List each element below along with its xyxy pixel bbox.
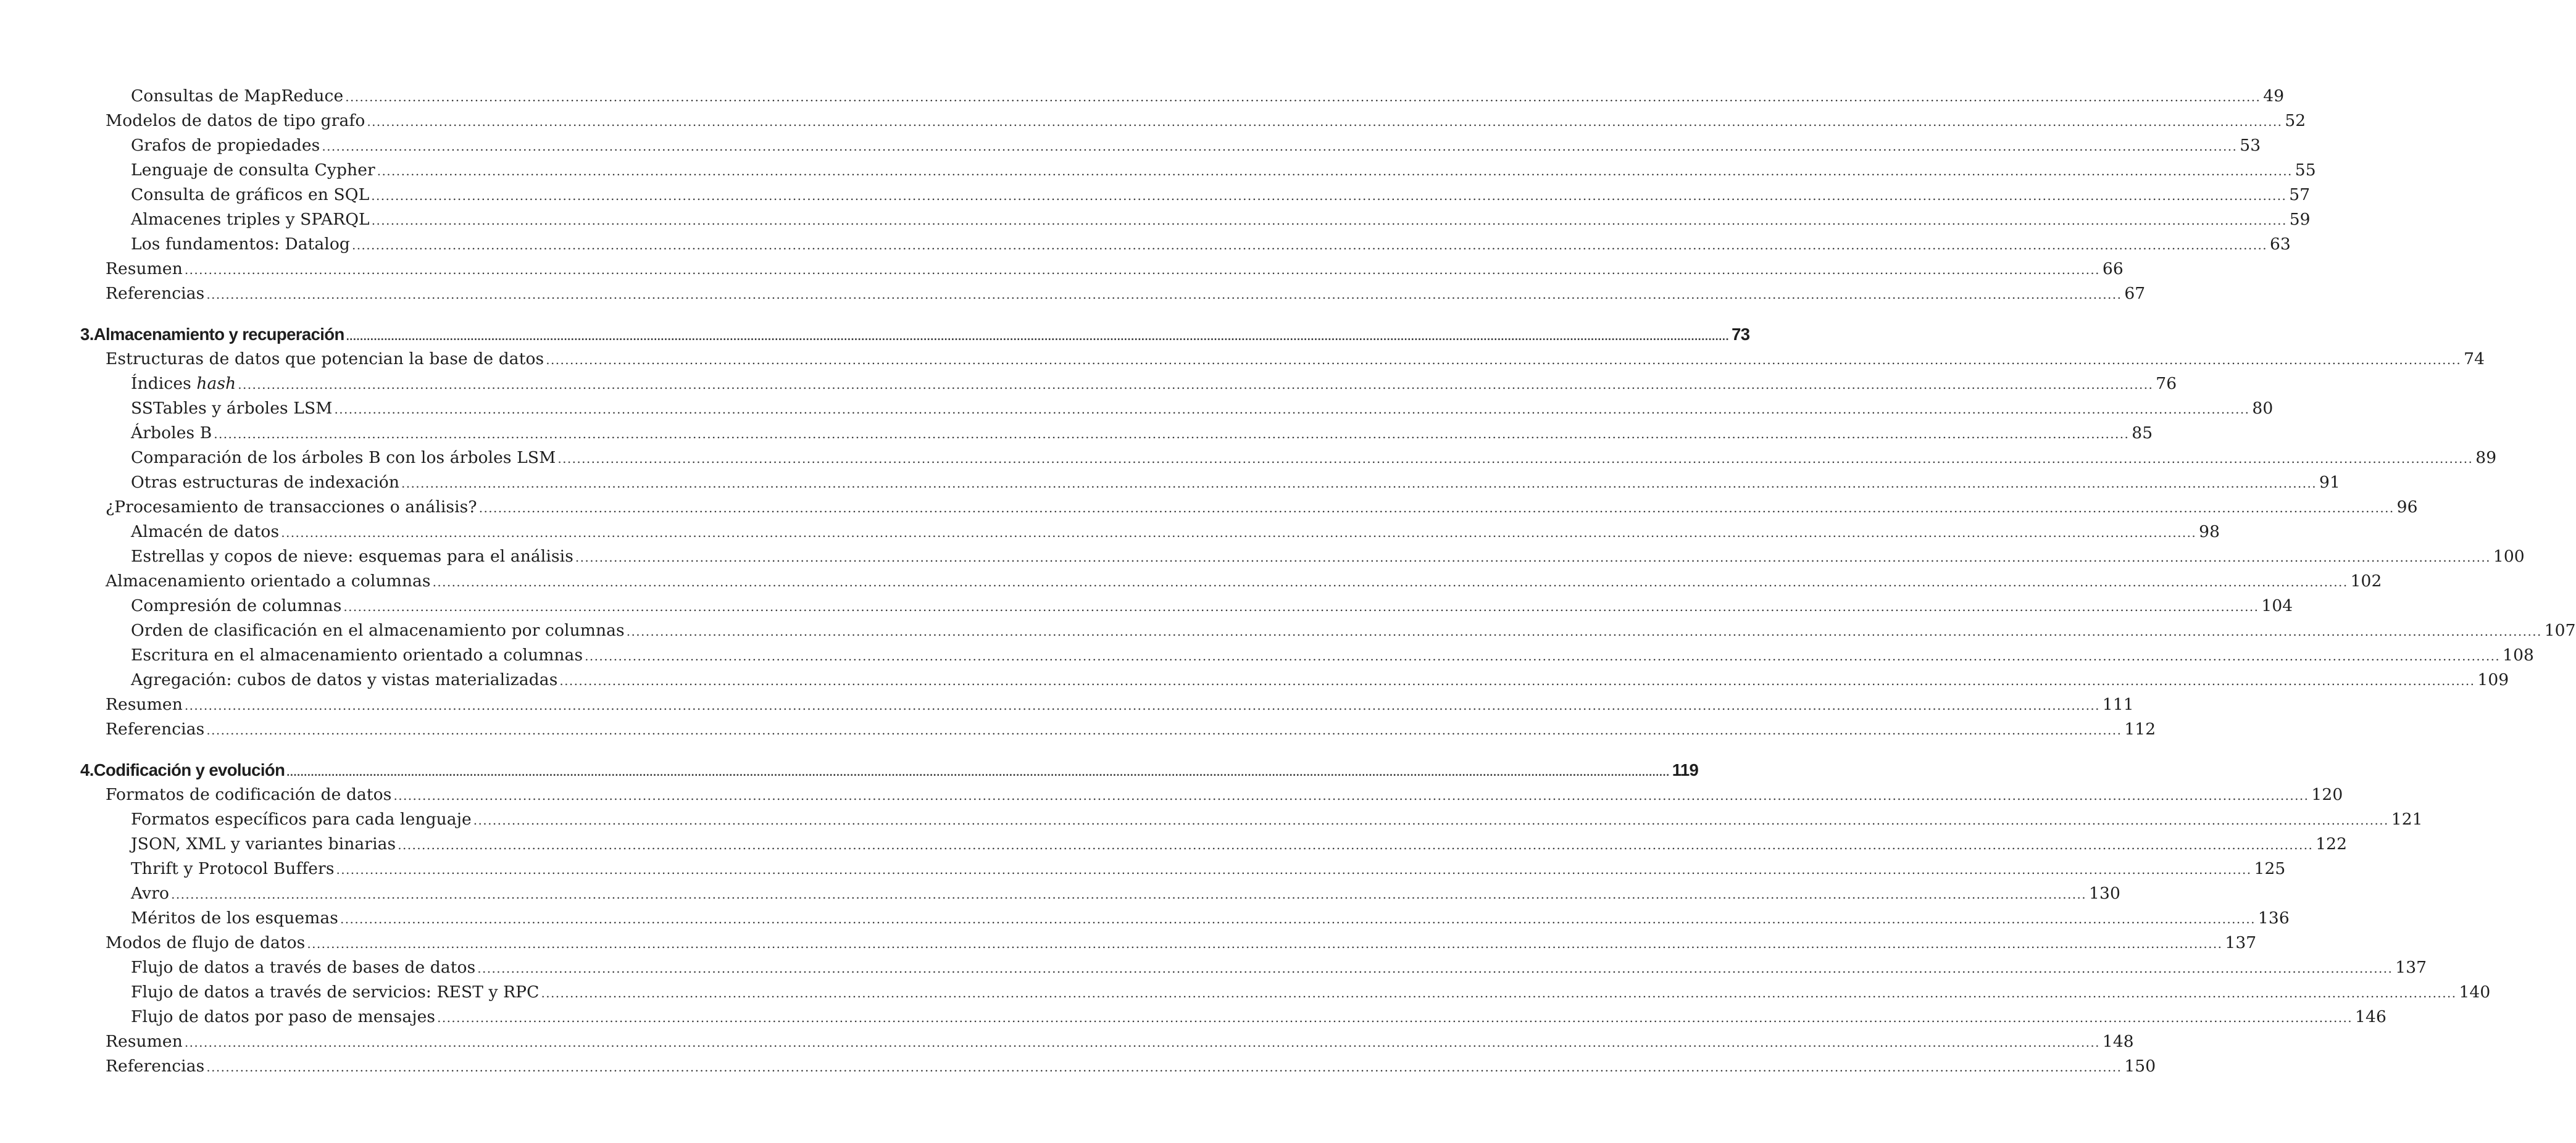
toc-entry-title xyxy=(131,646,583,665)
toc-entry[interactable] xyxy=(131,908,2290,933)
toc-entry[interactable] xyxy=(106,720,2156,744)
dot-leader: ................................................................................................................................................................................................................................................................................................................................................................................................................ xyxy=(557,451,2474,466)
toc-page-number: 125 xyxy=(2254,859,2286,878)
toc-entry-title xyxy=(106,720,204,739)
toc-page-number: 107 xyxy=(2544,621,2576,640)
toc-entry-title-text: Almacenamiento orientado a columnas xyxy=(106,572,431,591)
toc-entry-title xyxy=(131,160,375,180)
toc-entry-title-text: Comparación de los árboles B con los árboles LSM xyxy=(131,448,556,467)
dot-leader: ................................................................................................................................................................................................................................................................................................................................................................................................................ xyxy=(322,139,2238,154)
toc-entry[interactable] xyxy=(131,136,2261,160)
toc-page-number: 73 xyxy=(1732,325,1750,344)
toc-entry[interactable] xyxy=(131,448,2497,473)
toc-entry-title-text: Estrellas y copos de nieve: esquemas para el análisis xyxy=(131,547,573,566)
toc-page-number: 120 xyxy=(2311,785,2343,804)
toc-entry[interactable] xyxy=(131,160,2316,185)
toc-entry-title-text: Referencias xyxy=(106,284,205,303)
toc-entry-title xyxy=(131,185,369,204)
toc-page-number: 89 xyxy=(2475,448,2497,467)
dot-leader: ................................................................................................................................................................................................................................................................................................................................................................................................................ xyxy=(575,550,2491,565)
toc-entry-title-text: Formatos específicos para cada lenguaje xyxy=(131,810,472,829)
toc-entry[interactable] xyxy=(131,374,2177,399)
toc-entry-title xyxy=(106,349,544,368)
toc-entry-title-text: JSON, XML y variantes binarias xyxy=(131,834,396,854)
toc-entry-title xyxy=(131,210,370,229)
toc-entry-title xyxy=(131,448,556,467)
toc-entry-title-text: Consultas de MapReduce xyxy=(131,86,344,106)
toc-entry-title xyxy=(131,621,625,640)
dot-leader: ................................................................................................................................................................................................................................................................................................................................................................................................................ xyxy=(206,287,2122,302)
toc-entry[interactable] xyxy=(106,259,2124,284)
toc-entry-title xyxy=(131,374,236,393)
dot-leader: ................................................................................................................................................................................................................................................................................................................................................................................................................ xyxy=(206,1060,2122,1074)
dot-leader: ................................................................................................................................................................................................................................................................................................................................................................................................................ xyxy=(432,575,2348,589)
toc-entry[interactable] xyxy=(131,399,2274,423)
toc-entry[interactable] xyxy=(131,1007,2386,1032)
dot-leader: ................................................................................................................................................................................................................................................................................................................................................................................................................ xyxy=(626,624,2542,639)
toc-entry-title-text: Flujo de datos por paso de mensajes xyxy=(131,1007,436,1026)
toc-page-number: 102 xyxy=(2350,572,2382,591)
toc-entry[interactable] xyxy=(131,834,2348,859)
toc-entry-title-text: Orden de clasificación en el almacenamiento por columnas xyxy=(131,621,625,640)
toc-entry[interactable] xyxy=(131,810,2423,834)
dot-leader: ................................................................................................................................................................................................................................................................................................................................................................................................................ xyxy=(559,673,2475,688)
toc-entry[interactable] xyxy=(131,235,2291,259)
toc-entry[interactable] xyxy=(106,1057,2156,1081)
toc-page-number: 98 xyxy=(2199,522,2220,541)
dot-leader: ................................................................................................................................................................................................................................................................................................................................................................................................................ xyxy=(184,1035,2100,1050)
toc-page-number: 74 xyxy=(2464,349,2485,368)
toc-page-number: 130 xyxy=(2089,884,2120,903)
toc-page-number: 150 xyxy=(2124,1057,2156,1076)
toc-entry-title-italic: hash xyxy=(196,374,236,393)
toc-entry[interactable] xyxy=(131,86,2285,111)
dot-leader: ................................................................................................................................................................................................................................................................................................................................................................................................................ xyxy=(214,426,2130,441)
toc-entry-title-text: Resumen xyxy=(106,695,183,714)
dot-leader: ................................................................................................................................................................................................................................................................................................................................................................................................................ xyxy=(346,330,1730,343)
dot-leader: ................................................................................................................................................................................................................................................................................................................................................................................................................ xyxy=(398,838,2314,852)
toc-entry[interactable] xyxy=(131,670,2509,695)
toc-entry[interactable] xyxy=(131,859,2286,884)
toc-entry[interactable] xyxy=(131,621,2576,646)
toc-entry-title xyxy=(94,760,285,780)
toc-entry-title xyxy=(131,399,332,418)
toc-entry[interactable] xyxy=(131,210,2311,235)
dot-leader: ................................................................................................................................................................................................................................................................................................................................................................................................................ xyxy=(334,402,2250,417)
toc-entry-title xyxy=(131,983,540,1002)
toc-entry[interactable] xyxy=(106,572,2382,596)
dot-leader: ................................................................................................................................................................................................................................................................................................................................................................................................................ xyxy=(477,961,2393,976)
toc-page-number: 121 xyxy=(2391,810,2423,829)
dot-leader: ................................................................................................................................................................................................................................................................................................................................................................................................................ xyxy=(367,114,2283,129)
toc-entry-title xyxy=(131,522,279,541)
toc-entry[interactable] xyxy=(131,185,2311,210)
dot-leader: ................................................................................................................................................................................................................................................................................................................................................................................................................ xyxy=(206,723,2122,738)
dot-leader: ................................................................................................................................................................................................................................................................................................................................................................................................................ xyxy=(478,501,2395,515)
dot-leader: ................................................................................................................................................................................................................................................................................................................................................................................................................ xyxy=(473,813,2389,828)
toc-entry-title-text: Índices xyxy=(131,374,191,393)
toc-entry-title xyxy=(131,596,341,615)
toc-entry-title xyxy=(131,884,169,903)
toc-entry-title xyxy=(131,908,338,928)
dot-leader: ................................................................................................................................................................................................................................................................................................................................................................................................................ xyxy=(585,649,2501,663)
toc-entry-title-text: Almacenamiento y recuperación xyxy=(93,325,344,344)
dot-leader: ................................................................................................................................................................................................................................................................................................................................................................................................................ xyxy=(336,862,2252,877)
toc-entry-title-text: Compresión de columnas xyxy=(131,596,342,615)
toc-entry-title xyxy=(131,1007,435,1026)
toc-entry-title xyxy=(106,111,365,130)
toc-entry-title-text: Modelos de datos de tipo grafo xyxy=(106,111,365,130)
toc-entry-title-text: Grafos de propiedades xyxy=(131,136,320,155)
dot-leader: ................................................................................................................................................................................................................................................................................................................................................................................................................ xyxy=(401,476,2317,491)
toc-page-number: 53 xyxy=(2240,136,2261,155)
toc-page-number: 112 xyxy=(2124,720,2156,739)
toc-entry-title-text: Estructuras de datos que potencian la base de datos xyxy=(106,349,544,368)
toc-page-number: 122 xyxy=(2315,834,2348,854)
toc-entry[interactable] xyxy=(106,284,2146,309)
dot-leader: ................................................................................................................................................................................................................................................................................................................................................................................................................ xyxy=(377,164,2293,178)
dot-leader: ................................................................................................................................................................................................................................................................................................................................................................................................................ xyxy=(340,912,2256,926)
toc-entry-title xyxy=(131,473,399,492)
dot-leader: ................................................................................................................................................................................................................................................................................................................................................................................................................ xyxy=(184,262,2100,277)
toc-entry-title xyxy=(106,1032,183,1051)
toc-entry-title xyxy=(131,547,573,566)
toc-entry-title-text: Resumen xyxy=(106,1032,183,1051)
toc-entry[interactable] xyxy=(106,785,2343,810)
dot-leader: ................................................................................................................................................................................................................................................................................................................................................................................................................ xyxy=(437,1010,2353,1025)
toc-entry-title-text: Agregación: cubos de datos y vistas materializadas xyxy=(131,670,558,689)
toc-entry-title-text: Codificación y evolución xyxy=(93,760,285,779)
toc-entry-title-text: Avro xyxy=(131,884,170,903)
toc-entry-title-text: Modos de flujo de datos xyxy=(106,933,306,952)
toc-entry-title xyxy=(131,86,343,106)
toc-entry-title xyxy=(106,572,431,591)
toc-entry[interactable] xyxy=(106,695,2134,720)
toc-page-number: 52 xyxy=(2285,111,2306,130)
chapter-number: 3. xyxy=(80,325,94,344)
toc-entry-title xyxy=(106,1057,204,1076)
toc-entry-title-text: Árboles B xyxy=(131,423,212,443)
toc-entry[interactable] xyxy=(131,596,2293,621)
toc-page-number: 100 xyxy=(2493,547,2525,566)
toc-entry-title-text: Flujo de datos a través de bases de datos xyxy=(131,958,476,977)
toc-entry-title xyxy=(106,497,477,517)
toc-entry[interactable] xyxy=(106,1032,2134,1057)
toc-entry[interactable] xyxy=(131,983,2491,1007)
toc-entry-title xyxy=(106,259,183,278)
dot-leader: ................................................................................................................................................................................................................................................................................................................................................................................................................ xyxy=(286,766,1670,778)
toc-entry[interactable] xyxy=(106,349,2485,374)
toc-entry[interactable] xyxy=(106,111,2306,136)
toc-page-number: 96 xyxy=(2396,497,2418,517)
toc-entry-title xyxy=(131,235,350,254)
toc-entry-title-text: Thrift y Protocol Buffers xyxy=(131,859,335,878)
toc-entry[interactable] xyxy=(131,522,2220,547)
toc-entry-title-text: Otras estructuras de indexación xyxy=(131,473,400,492)
dot-leader: ................................................................................................................................................................................................................................................................................................................................................................................................................ xyxy=(345,89,2261,104)
dot-leader: ................................................................................................................................................................................................................................................................................................................................................................................................................ xyxy=(238,377,2154,392)
toc-entry[interactable] xyxy=(131,646,2535,670)
toc-page-number: 67 xyxy=(2124,284,2146,303)
toc-entry-title-text: Almacenes triples y SPARQL xyxy=(131,210,370,229)
toc-entry[interactable] xyxy=(131,958,2427,983)
toc-page-number: 119 xyxy=(1672,760,1699,779)
toc-entry-title-text: SSTables y árboles LSM xyxy=(131,399,333,418)
toc-entry-title xyxy=(106,933,305,952)
toc-page-number: 63 xyxy=(2269,235,2291,254)
toc-entry-title xyxy=(131,834,396,854)
toc-entry-title xyxy=(94,325,344,344)
toc-entry-title-text: ¿Procesamiento de transacciones o análisis? xyxy=(106,497,477,517)
toc-entry-title-text: Resumen xyxy=(106,259,183,278)
toc-page-number: 140 xyxy=(2459,983,2491,1002)
toc-page-number: 111 xyxy=(2102,695,2134,714)
toc-entry-title xyxy=(131,810,472,829)
dot-leader: ................................................................................................................................................................................................................................................................................................................................................................................................................ xyxy=(371,213,2287,228)
toc-page-number: 49 xyxy=(2263,86,2285,106)
toc-entry[interactable] xyxy=(131,423,2153,448)
toc-chapter-entry[interactable] xyxy=(80,325,1750,349)
toc-entry-title xyxy=(106,785,391,804)
toc-entry-title-text: Méritos de los esquemas xyxy=(131,908,338,928)
toc-page-number: 137 xyxy=(2225,933,2257,952)
toc-entry-title-text: Almacén de datos xyxy=(131,522,280,541)
toc-entry-title xyxy=(131,958,475,977)
dot-leader: ................................................................................................................................................................................................................................................................................................................................................................................................................ xyxy=(307,936,2223,951)
dot-leader: ................................................................................................................................................................................................................................................................................................................................................................................................................ xyxy=(541,986,2457,1000)
dot-leader: ................................................................................................................................................................................................................................................................................................................................................................................................................ xyxy=(546,352,2462,367)
toc-entry-title-text: Consulta de gráficos en SQL xyxy=(131,185,370,204)
toc-entry[interactable] xyxy=(106,497,2418,522)
toc-page-number: 59 xyxy=(2289,210,2311,229)
toc-entry-title-text: Los fundamentos: Datalog xyxy=(131,235,350,254)
toc-entry-title xyxy=(131,670,557,689)
toc-page-number: 148 xyxy=(2102,1032,2134,1051)
toc-entry[interactable] xyxy=(131,547,2525,572)
toc-entry[interactable] xyxy=(131,473,2340,497)
toc-entry-title xyxy=(131,423,212,443)
dot-leader: ................................................................................................................................................................................................................................................................................................................................................................................................................ xyxy=(171,887,2087,902)
chapter-number: 4. xyxy=(80,760,94,779)
toc-entry[interactable] xyxy=(131,884,2120,908)
dot-leader: ................................................................................................................................................................................................................................................................................................................................................................................................................ xyxy=(281,525,2197,540)
toc-entry-title-text: Flujo de datos a través de servicios: REST y RPC xyxy=(131,983,540,1002)
dot-leader: ................................................................................................................................................................................................................................................................................................................................................................................................................ xyxy=(343,599,2259,614)
toc-page-number: 109 xyxy=(2477,670,2509,689)
toc-page-number: 137 xyxy=(2395,958,2427,977)
toc-page-number: 85 xyxy=(2132,423,2153,443)
toc-entry[interactable] xyxy=(106,933,2257,958)
toc-entry-title xyxy=(106,284,204,303)
dot-leader: ................................................................................................................................................................................................................................................................................................................................................................................................................ xyxy=(352,238,2267,252)
toc-entry-title-text: Lenguaje de consulta Cypher xyxy=(131,160,375,180)
toc-entry-title-text: Referencias xyxy=(106,720,205,739)
toc-entry-title xyxy=(106,695,183,714)
toc-page-number: 91 xyxy=(2319,473,2340,492)
toc-entry-title-text: Formatos de codificación de datos xyxy=(106,785,392,804)
toc-entry-title xyxy=(131,859,335,878)
toc-entry-title xyxy=(131,136,320,155)
toc-chapter-entry[interactable] xyxy=(80,760,1699,785)
dot-leader: ................................................................................................................................................................................................................................................................................................................................................................................................................ xyxy=(393,788,2309,803)
dot-leader: ................................................................................................................................................................................................................................................................................................................................................................................................................ xyxy=(184,698,2100,713)
toc-page-number: 55 xyxy=(2295,160,2316,180)
toc-page-number: 104 xyxy=(2261,596,2293,615)
toc-page-number: 146 xyxy=(2355,1007,2386,1026)
dot-leader: ................................................................................................................................................................................................................................................................................................................................................................................................................ xyxy=(371,188,2287,203)
toc-entry-title-text: Referencias xyxy=(106,1057,205,1076)
toc-entry-title-text: Escritura en el almacenamiento orientado a columnas xyxy=(131,646,583,665)
toc-page-number: 80 xyxy=(2252,399,2274,418)
toc-page-number: 57 xyxy=(2289,185,2311,204)
toc-page-number: 66 xyxy=(2102,259,2124,278)
toc-page-number: 76 xyxy=(2156,374,2177,393)
toc-page-number: 108 xyxy=(2503,646,2535,665)
toc-page-number: 136 xyxy=(2257,908,2290,928)
